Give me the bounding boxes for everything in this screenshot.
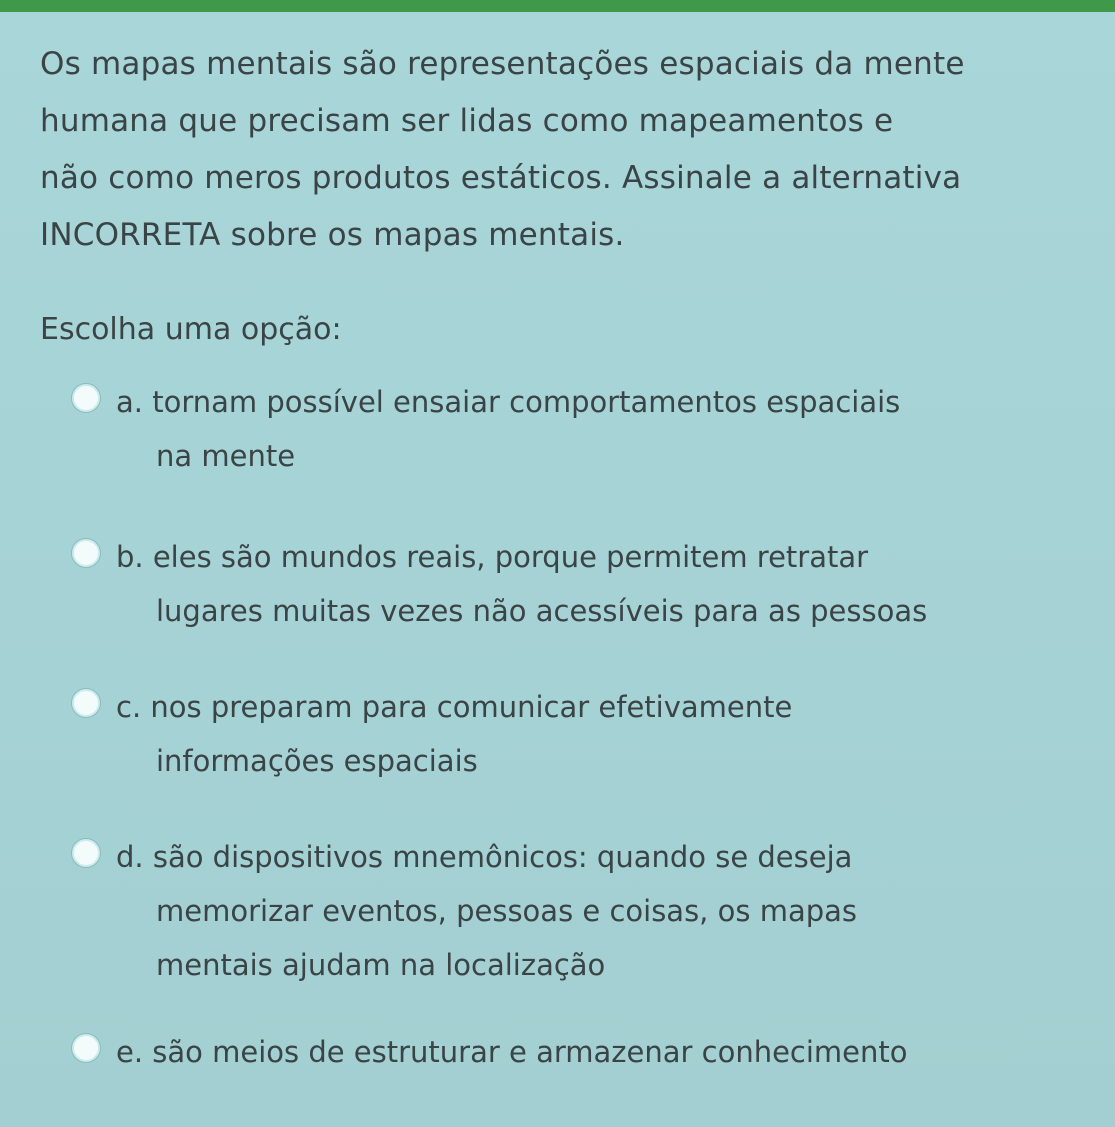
- question-line: INCORRETA sobre os mapas mentais.: [40, 217, 625, 253]
- choose-option-prompt: Escolha uma opção:: [40, 312, 342, 347]
- option-line: e. são meios de estruturar e armazenar conhecimento: [116, 1035, 908, 1069]
- option-line: memorizar eventos, pessoas e coisas, os mapas: [156, 894, 857, 928]
- option-e-label[interactable]: [116, 1025, 908, 1079]
- option-line: d. são dispositivos mnemônicos: quando se deseja: [116, 840, 853, 874]
- option-line: lugares muitas vezes não acessíveis para as pessoas: [156, 594, 928, 628]
- radio-button-b[interactable]: [72, 539, 100, 567]
- question-text: [40, 36, 1100, 264]
- question-line: Os mapas mentais são representações espaciais da mente: [40, 46, 965, 82]
- option-d-label[interactable]: [116, 830, 857, 992]
- option-line: b. eles são mundos reais, porque permitem retratar: [116, 540, 869, 574]
- option-line: mentais ajudam na localização: [156, 948, 606, 982]
- option-line: c. nos preparam para comunicar efetivamente: [116, 690, 793, 724]
- question-line: humana que precisam ser lidas como mapeamentos e: [40, 103, 894, 139]
- option-b-label[interactable]: [116, 530, 927, 638]
- option-line: informações espaciais: [156, 744, 478, 778]
- top-accent-bar: [0, 0, 1115, 12]
- option-line: na mente: [156, 439, 296, 473]
- radio-button-e[interactable]: [72, 1034, 100, 1062]
- question-line: não como meros produtos estáticos. Assinale a alternativa: [40, 160, 962, 196]
- option-a-label[interactable]: [116, 375, 900, 483]
- option-c-label[interactable]: [116, 680, 792, 788]
- option-line: a. tornam possível ensaiar comportamentos espaciais: [116, 385, 901, 419]
- radio-button-d[interactable]: [72, 839, 100, 867]
- radio-button-a[interactable]: [72, 384, 100, 412]
- radio-button-c[interactable]: [72, 689, 100, 717]
